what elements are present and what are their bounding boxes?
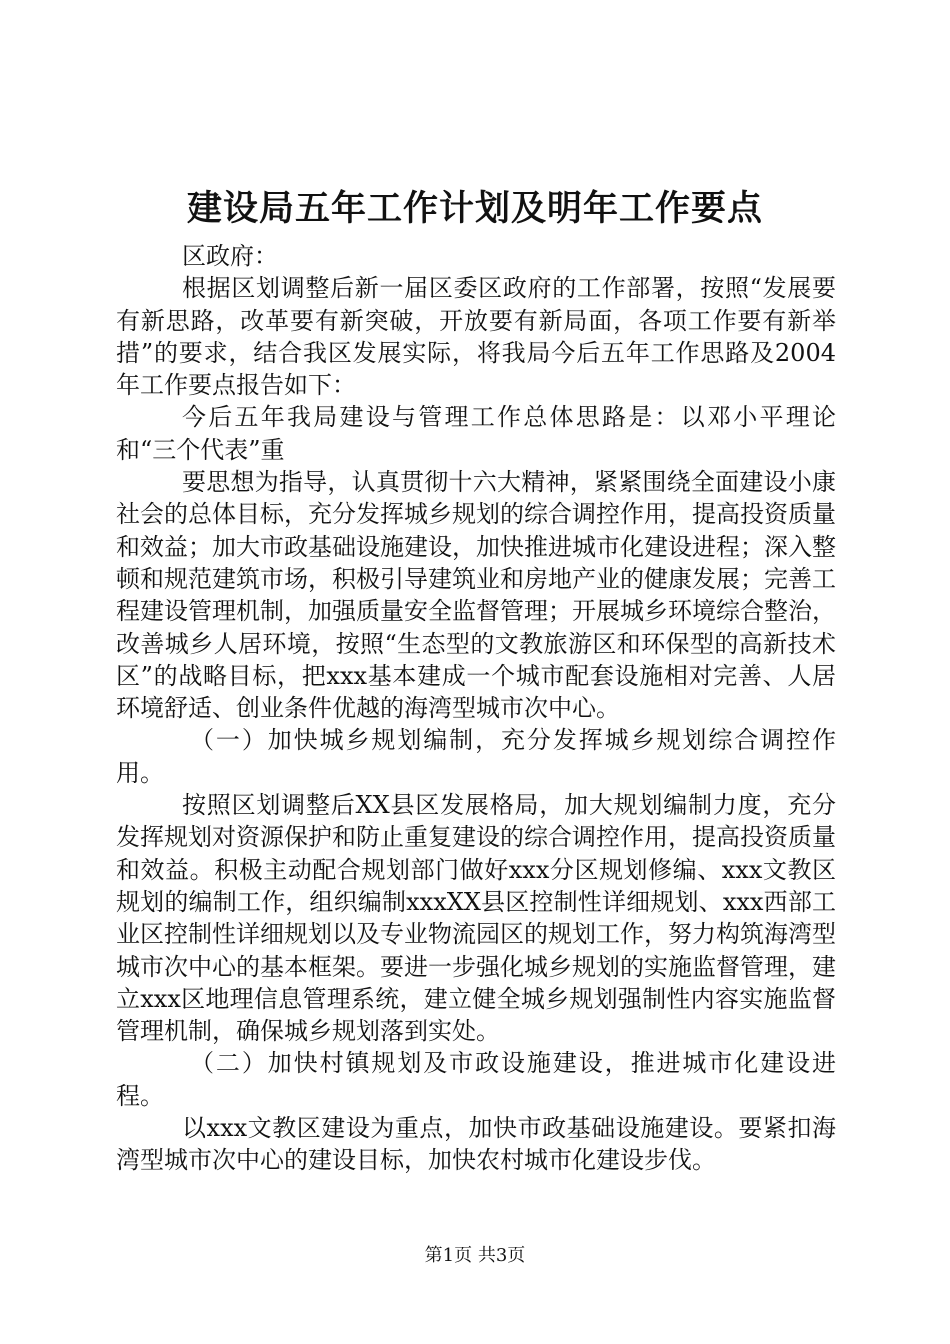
document-title: 建设局五年工作计划及明年工作要点 [186,188,763,229]
section-heading-1: （一）加快城乡规划编制，充分发挥城乡规划综合调控作用。 [116,726,836,787]
paragraph-planning: 按照区划调整后XX县区发展格局，加大规划编制力度，充分发挥规划对资源保护和防止重复建设的综合调控作用，提高投资质量和效益。积极主动配合规划部门做好xxx分区规划修编、xxx文教区规划的编制工作，组织编制xxxXX县区控制性详细规划、xxx西部工业区控制性详细规划以及专业物流园区的规划工作，努力构筑海湾型城市次中心的基本框架。要进一步强化城乡规划的实施监督管理，建立xxx区地理信息管理系统，建立健全城乡规划强制性内容实施监督管理机制，确保城乡规划落到实处。 [116,791,836,1046]
document-body [116,240,836,1177]
page-number-footer: 第1页 共3页 [424,1245,526,1266]
salutation: 区政府： [182,242,278,270]
paragraph-overall-idea: 今后五年我局建设与管理工作总体思路是：以邓小平理论和“三个代表”重 [116,403,836,464]
paragraph-guiding-thought: 要思想为指导，认真贯彻十六大精神，紧紧围绕全面建设小康社会的总体目标，充分发挥城乡规划的综合调控作用，提高投资质量和效益；加大市政基础设施建设，加快推进城市化建设进程；深入整顿和规范建筑市场，积极引导建筑业和房地产业的健康发展；完善工程建设管理机制，加强质量安全监督管理；开展城乡环境综合整治，改善城乡人居环境，按照“生态型的文教旅游区和环保型的高新技术区”的战略目标，把xxx基本建成一个城市配套设施相对完善、人居环境舒适、创业条件优越的海湾型城市次中心。 [116,468,836,723]
section-heading-2: （二）加快村镇规划及市政设施建设，推进城市化建设进程。 [116,1049,836,1110]
paragraph-intro: 根据区划调整后新一届区委区政府的工作部署，按照“发展要有新思路，改革要有新突破，开放要有新局面，各项工作要有新举措”的要求，结合我区发展实际，将我局今后五年工作思路及2004年工作要点报告如下： [116,274,836,400]
paragraph-municipal: 以xxx文教区建设为重点，加快市政基础设施建设。要紧扣海湾型城市次中心的建设目标，加快农村城市化建设步伐。 [116,1114,836,1175]
